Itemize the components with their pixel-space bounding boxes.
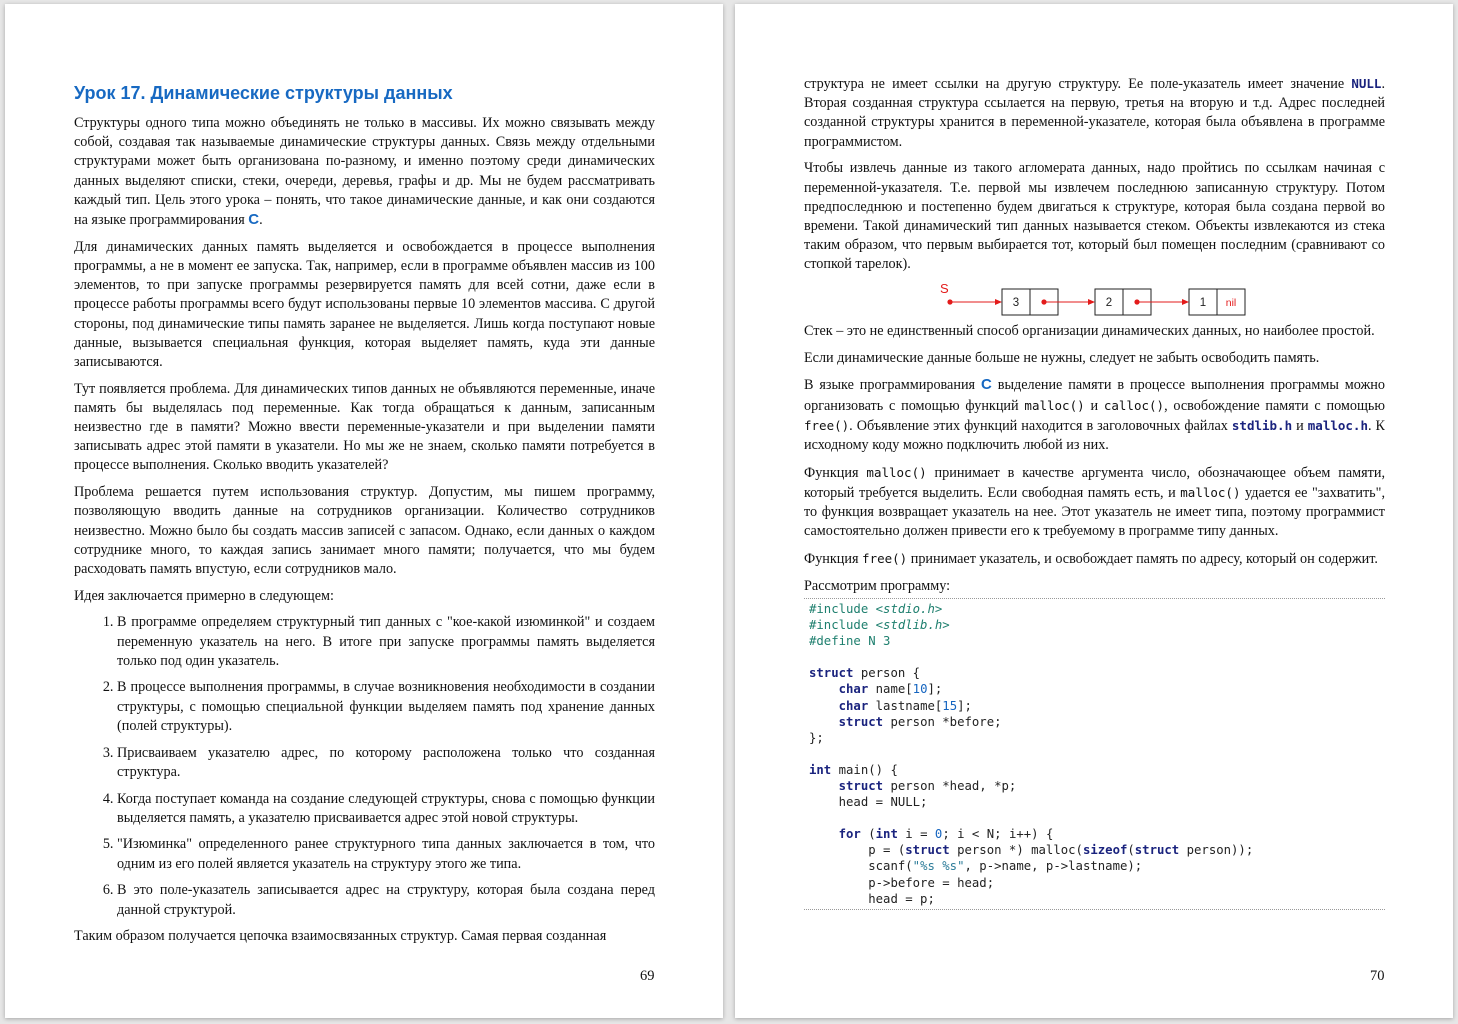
list-item: 6. В это поле-указатель записывается адрес на структуру, которая была создана перед данной структурой. — [117, 881, 655, 919]
code-line-blank — [809, 746, 1385, 762]
code-line: for (int i = 0; i < N; i++) { — [838, 827, 1054, 842]
list-item: 2. В процессе выполнения программы, в случае возникновения необходимости в создании структуры, с помощью специальной функции выделяем память под хранение данных (полей структуры). — [117, 678, 655, 736]
arrow-head — [1088, 299, 1095, 305]
code-line: head = p; — [868, 891, 935, 906]
right-page — [735, 4, 1453, 1018]
malloc-header: malloc.h — [1307, 417, 1368, 433]
code-line: struct person *head, *p; — [838, 779, 1017, 793]
code-line-blank — [809, 649, 1385, 665]
arrow-head — [995, 299, 1002, 305]
code-line: p->before = head; — [868, 875, 995, 890]
code-line: #define N 3 — [809, 634, 891, 649]
paragraph-chain: Таким образом получается цепочка взаимосвязанных структур. Самая первая созданная — [74, 928, 607, 945]
node-1-value: 1 — [1199, 297, 1207, 310]
paragraph-program-intro: Рассмотрим программу: — [804, 577, 951, 594]
code-line: }; — [809, 730, 824, 745]
malloc-func: malloc() — [866, 464, 927, 480]
c-language-mark: C — [980, 376, 992, 394]
c-language-mark: C — [248, 211, 260, 229]
paragraph-stack-simple: Стек – это не единственный способ организации динамических данных, но наиболее простой. — [804, 323, 1375, 340]
code-line: char name[10]; — [838, 682, 943, 697]
lesson-title: Урок 17. Динамические структуры данных — [74, 83, 453, 103]
idea-steps-list — [74, 613, 655, 919]
node-2-value: 2 — [1105, 297, 1113, 310]
code-line: #include <stdio.h> — [809, 601, 943, 616]
paragraph-problem: Тут появляется проблема. Для динамических типов данных не объявляются переменные, иначе память бы выделялась под переменные. Как тогда обращаться к данным, записанным неизвестно где в памяти? Можно ввести переменные-указатели и при выделении памяти записывать адрес этой памяти в указатели. Но мы же не знаем, сколько памяти потребуется в процессе выполнения. Сколько вводить указателей? — [74, 380, 655, 474]
code-line: #include <stdlib.h> — [809, 618, 950, 633]
code-line: struct person *before; — [838, 714, 1002, 729]
paragraph-free-memory: Если динамические данные больше не нужны, следует не забыть освободить память. — [804, 349, 1320, 366]
code-line: char lastname[15]; — [838, 698, 972, 713]
right-page-content — [804, 74, 1385, 910]
code-line: int main() { — [809, 762, 898, 777]
paragraph-intro: Структуры одного типа можно объединять не только в массивы. Их можно связывать между собой, создавая так называемые динамические структуры данных. Связь между отдельными структурами может быть организована по-разному, и именно поэтому среди динамических данных выделяют списки, стеки, очереди, деревья, графы и др. Мы не будем рассматривать каждый тип. Цель этого урока – понять, что такое динамические данные, и как они создаются на языке программирования C. — [74, 115, 655, 229]
arrow-head — [1182, 299, 1189, 305]
malloc-func: malloc() — [1024, 397, 1085, 413]
null-keyword: NULL — [1351, 76, 1382, 91]
paragraph-malloc: Функция malloc() принимает в качестве аргумента число, обозначающее объем памяти, который требуется выделить. Если свободная память есть, и malloc() удается ее "захватить", то функция возвращает указатель на нее. Этот указатель не имеет типа, поэтому программист самостоятельно должен привести его к требуемому в программе типу данных. — [804, 464, 1385, 540]
paragraph-memory: Для динамических данных память выделяется и освобождается в процессе выполнения программы, а не в момент ее запуска. Так, например, если в программе объявлен массив из 100 элементов, то при запуске программы резервируется память для всей сотни, даже если в процессе работы программы всего будут использованы первые 10 элементов массива. С другой стороны, под динамические типы память заранее не выделяется. Лишь когда поступают новые данные, вызывается специальная функция, которая выделяет память, куда эти данные записываются. — [74, 238, 655, 370]
list-item: 3. Присваиваем указателю адрес, по которому расположена только что созданная структура. — [117, 744, 655, 782]
malloc-func: malloc() — [1180, 484, 1241, 500]
free-func: free() — [804, 417, 850, 433]
paragraph-free: Функция free() принимает указатель, и освобождает память по адресу, который он содержит. — [804, 551, 1378, 568]
code-line: struct person { — [809, 666, 921, 681]
code-line: head = NULL; — [838, 795, 928, 810]
code-listing — [804, 598, 1385, 910]
list-item: 1. В программе определяем структурный тип данных с "кое-какой изюминкой" и создаем переменную указатель на него. В итоге при запуске программы память выделяется только под один указатель. — [117, 613, 655, 671]
left-page — [5, 4, 723, 1018]
left-page-content — [74, 81, 655, 954]
list-item: 5. "Изюминка" определенного ранее структурного типа данных заключается в том, что одним из его полей является указатель на структуру этого же типа. — [117, 835, 655, 873]
paragraph-idea: Идея заключается примерно в следующем: — [74, 587, 334, 604]
paragraph-solution: Проблема решается путем использования структур. Допустим, мы пишем программу, позволяющую вводить данные на сотрудников организации. Количество сотрудников неизвестно. Можно было бы создать массив записей с запасом. Однако, если данных о каждом сотруднике много, то каждая запись занимает много памяти; получается, что мы будем расходовать память впустую, если сотрудников мало. — [74, 484, 655, 577]
list-item: 4. Когда поступает команда на создание следующей структуры, снова с помощью функции выделяется память, а указателю присваивается адрес этой новой структуры. — [117, 790, 655, 828]
code-line: scanf("%s %s", p->name, p->lastname); — [868, 859, 1143, 874]
paragraph-c-allocation: В языке программирования C выделение памяти в процессе выполнения программы можно организовать с помощью функций malloc() и calloc(), освобождение памяти с помощью free(). Объявление этих функций находится в заголовочных файлах stdlib.h и malloc.h. К исходному коду можно подключить любой из них. — [804, 376, 1386, 454]
stack-diagram — [804, 282, 1385, 316]
node-3-value: 3 — [1012, 297, 1020, 310]
free-func: free() — [862, 551, 908, 567]
stdlib-header: stdlib.h — [1231, 417, 1293, 433]
stack-pointer-label: S — [940, 282, 949, 297]
nil-label: nil — [1225, 297, 1237, 310]
calloc-func: calloc() — [1103, 397, 1165, 413]
paragraph-null: структура не имеет ссылки на другую структуру. Ее поле-указатель имеет значение NULL. Вторая созданная структура ссылается на первую, третья на вторую и т.д. Адрес последней созданной структуры хранится в переменной-указателе, которая была объявлена в программе программистом. — [804, 76, 1385, 150]
code-line-blank — [809, 810, 1385, 826]
page-number: 69 — [640, 968, 655, 984]
paragraph-stack: Чтобы извлечь данные из такого агломерата данных, надо пройтись по ссылкам начиная с переменной-указателя. Т.е. первой мы извлечем последнюю записанную структуру. Потом предпоследнюю и постепенно будем двигаться к структуре, которая была создана первой во времени. Такой динамический тип данных называется стеком. Объекты извлекаются из стека таким образом, что первым выбирается тот, который был помещен последним (сравнивают со стопкой тарелок). — [804, 160, 1385, 273]
page-number: 70 — [1370, 968, 1385, 984]
code-line: p = (struct person *) malloc(sizeof(struct person)); — [868, 843, 1254, 858]
